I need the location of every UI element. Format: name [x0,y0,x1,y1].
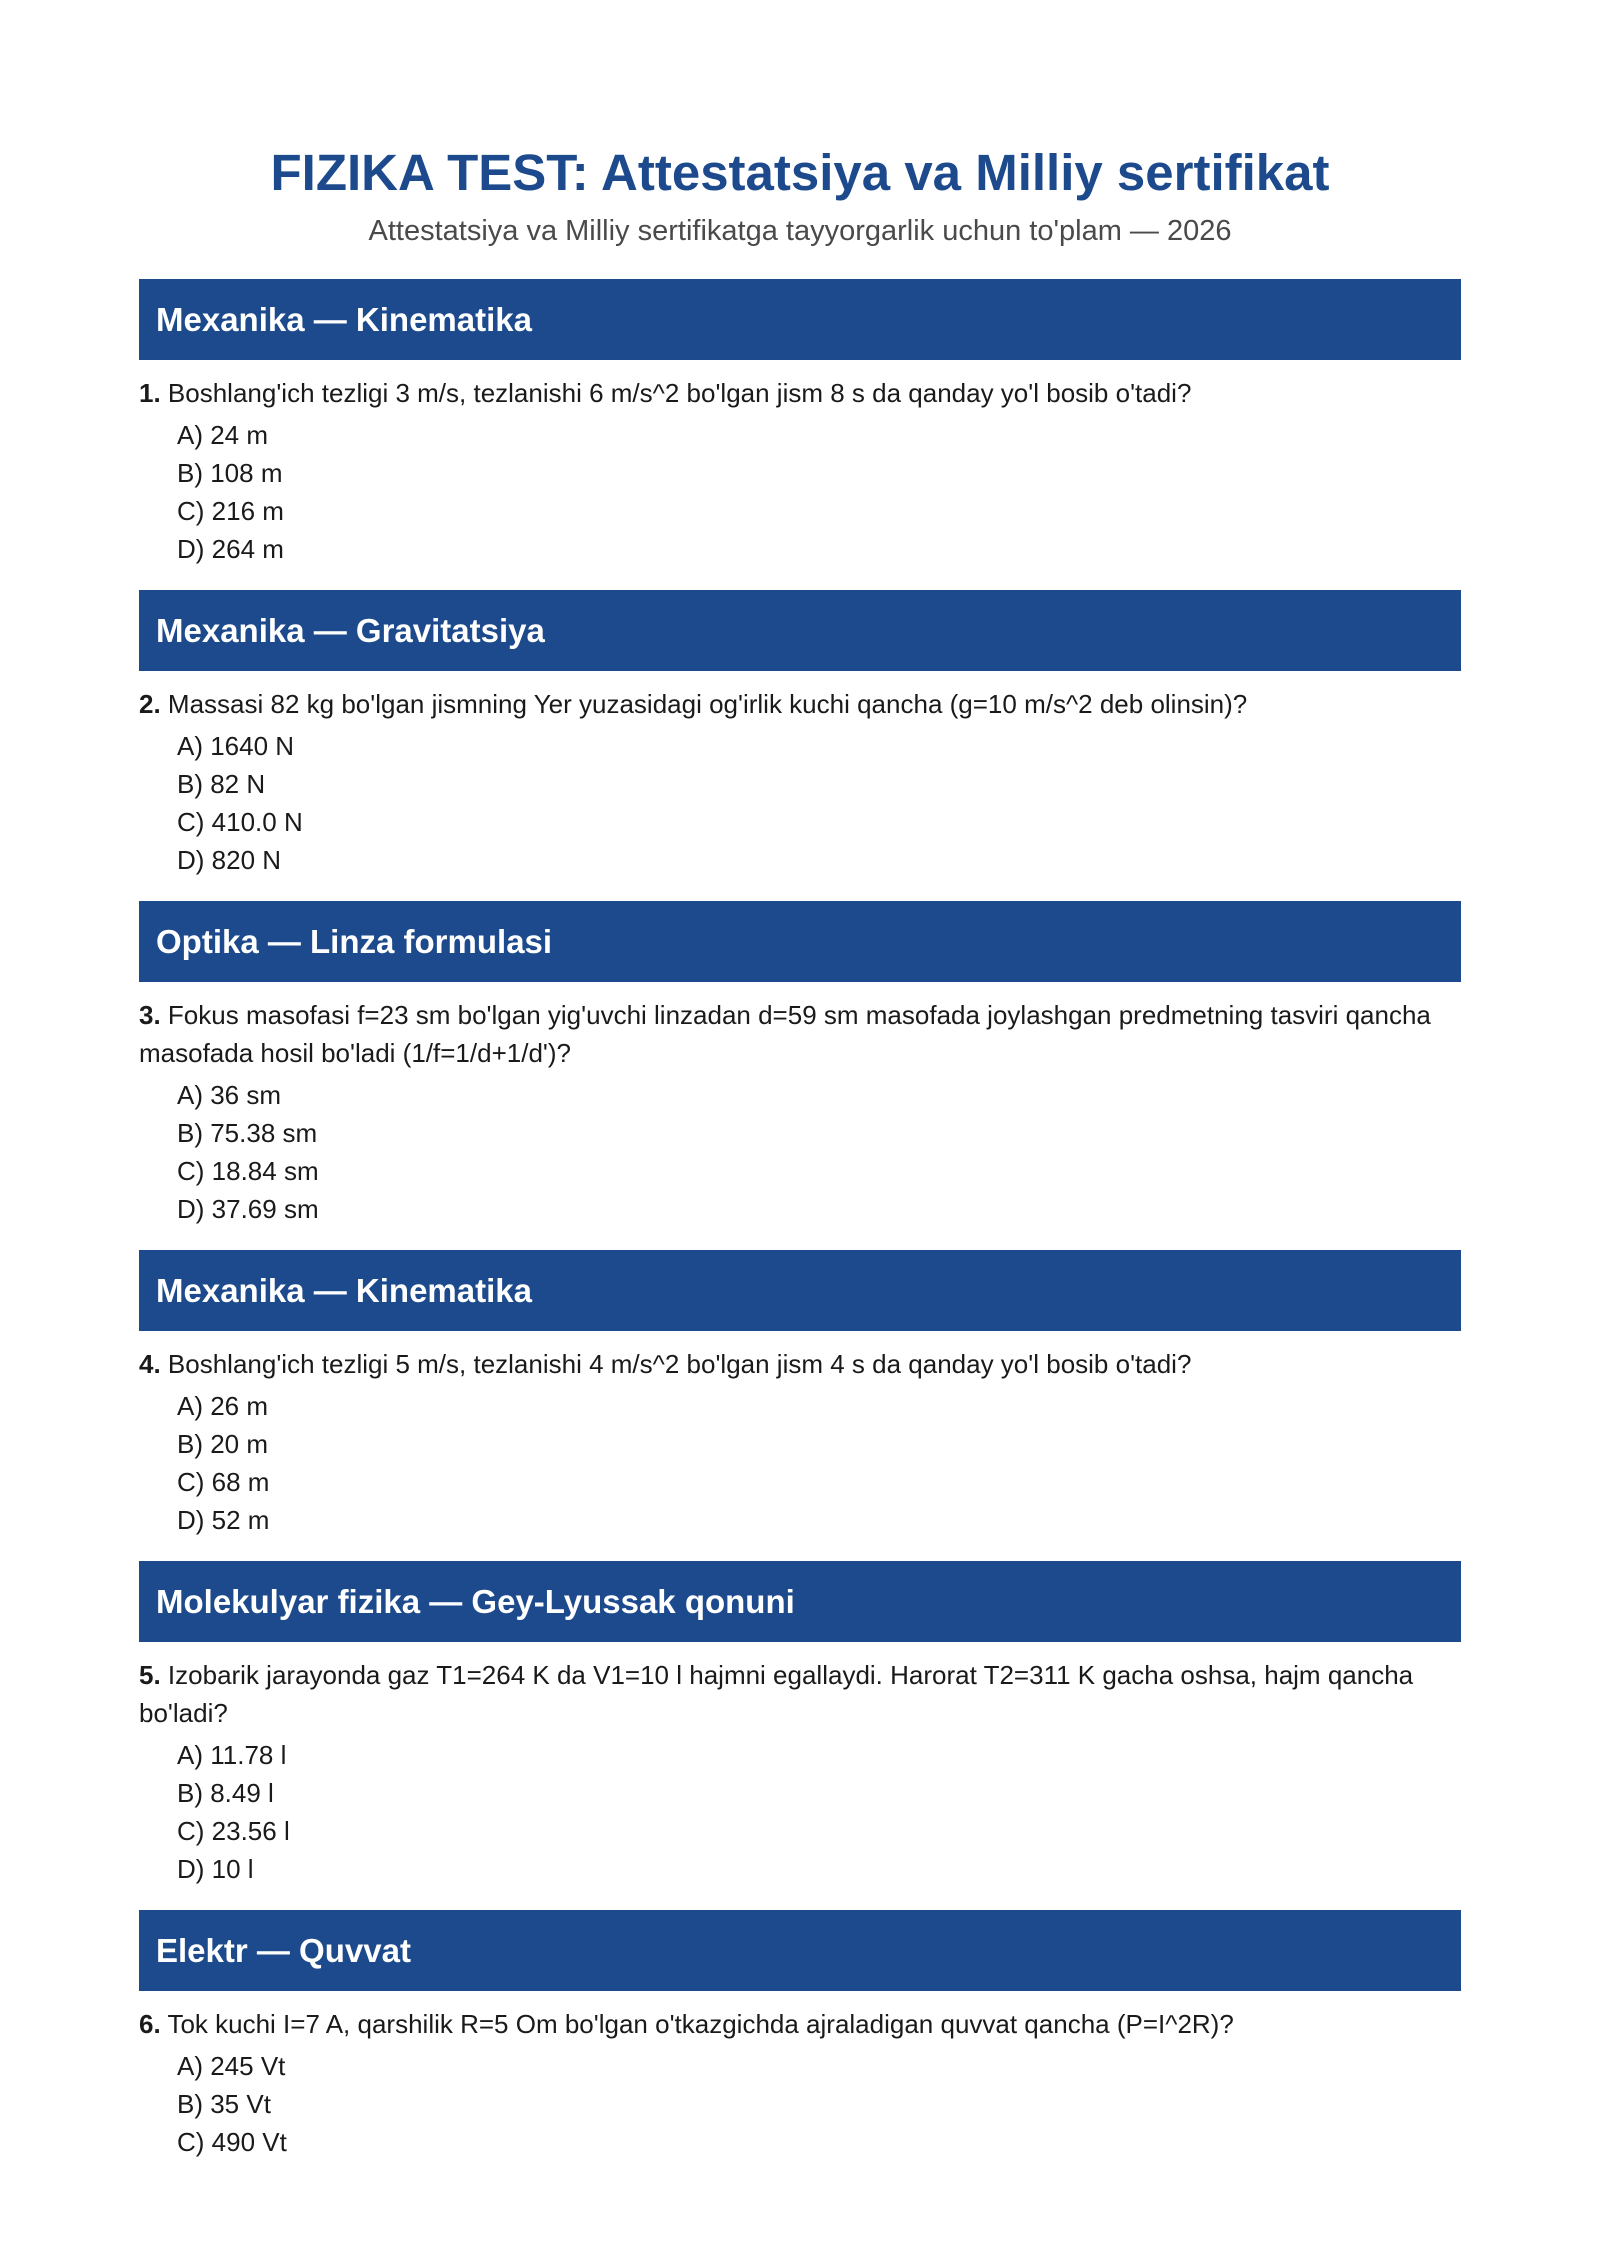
answer-option-b: B) 35 Vt [177,2089,271,2119]
answer-option-a: A) 36 sm [177,1080,282,1110]
answer-option-a: A) 1640 N [177,731,295,761]
question-text [139,1345,1461,1383]
question-section-2 [139,590,1461,879]
question-number: 1. [139,378,161,408]
section-header: Molekulyar fizika — Gey-Lyussak qonuni [139,1561,1461,1642]
question-section-1 [139,279,1461,568]
answer-option-c: C) 490 Vt [177,2127,287,2157]
question-number: 6. [139,2009,161,2039]
section-header: Mexanika — Kinematika [139,1250,1461,1331]
answer-option-b: B) 108 m [177,458,283,488]
document-title: FIZIKA TEST: Attestatsiya va Milliy sertifikat [270,144,1330,201]
answer-option-d: D) 37.69 sm [177,1194,319,1224]
answer-option-c: C) 216 m [177,496,284,526]
question-list [139,279,1461,2161]
answer-option-a: A) 245 Vt [177,2051,286,2081]
question-section-5 [139,1561,1461,1888]
question-body: Fokus masofasi f=23 sm bo'lgan yig'uvchi linzadan d=59 sm masofada joylashgan predmetning tasviri qancha masofada hosil bo'ladi (1/f=1/d+1/d')? [139,1000,1431,1068]
answer-options [139,1736,1461,1888]
question-section-6 [139,1910,1461,2161]
answer-option-a: A) 26 m [177,1391,269,1421]
answer-options [139,1387,1461,1539]
answer-options [139,416,1461,568]
answer-option-d: D) 52 m [177,1505,270,1535]
section-header: Elektr — Quvvat [139,1910,1461,1991]
question-number: 3. [139,1000,161,1030]
question-section-4 [139,1250,1461,1539]
answer-option-c: C) 18.84 sm [177,1156,319,1186]
answer-option-c: C) 23.56 l [177,1816,290,1846]
question-text [139,374,1461,412]
answer-option-b: B) 20 m [177,1429,269,1459]
answer-option-a: A) 11.78 l [177,1740,287,1770]
section-header: Optika — Linza formulasi [139,901,1461,982]
answer-option-c: C) 68 m [177,1467,270,1497]
question-number: 2. [139,689,161,719]
answer-options [139,2047,1461,2161]
question-section-3 [139,901,1461,1228]
answer-option-b: B) 75.38 sm [177,1118,318,1148]
question-text [139,1656,1461,1732]
answer-option-b: B) 82 N [177,769,266,799]
question-number: 4. [139,1349,161,1379]
answer-option-d: D) 264 m [177,534,284,564]
question-body: Boshlang'ich tezligi 3 m/s, tezlanishi 6 m/s^2 bo'lgan jism 8 s da qanday yo'l bosib o'tadi? [167,378,1192,408]
question-body: Boshlang'ich tezligi 5 m/s, tezlanishi 4 m/s^2 bo'lgan jism 4 s da qanday yo'l bosib o'tadi? [167,1349,1192,1379]
answer-option-c: C) 410.0 N [177,807,303,837]
document-subtitle: Attestatsiya va Milliy sertifikatga tayyorgarlik uchun to'plam — 2026 [368,215,1232,247]
section-header: Mexanika — Kinematika [139,279,1461,360]
answer-option-d: D) 10 l [177,1854,254,1884]
question-body: Tok kuchi I=7 A, qarshilik R=5 Om bo'lgan o'tkazgichda ajraladigan quvvat qancha (P=I^2R)? [167,2009,1234,2039]
question-number: 5. [139,1660,161,1690]
question-body: Massasi 82 kg bo'lgan jismning Yer yuzasidagi og'irlik kuchi qancha (g=10 m/s^2 deb olinsin)? [167,689,1248,719]
question-text [139,2005,1461,2043]
answer-options [139,727,1461,879]
answer-option-d: D) 820 N [177,845,282,875]
section-header: Mexanika — Gravitatsiya [139,590,1461,671]
question-body: Izobarik jarayonda gaz T1=264 K da V1=10 l hajmni egallaydi. Harorat T2=311 K gacha oshsa, hajm qancha bo'ladi? [139,1660,1414,1728]
question-text [139,996,1461,1072]
question-text [139,685,1461,723]
answer-option-b: B) 8.49 l [177,1778,274,1808]
answer-option-a: A) 24 m [177,420,269,450]
answer-options [139,1076,1461,1228]
